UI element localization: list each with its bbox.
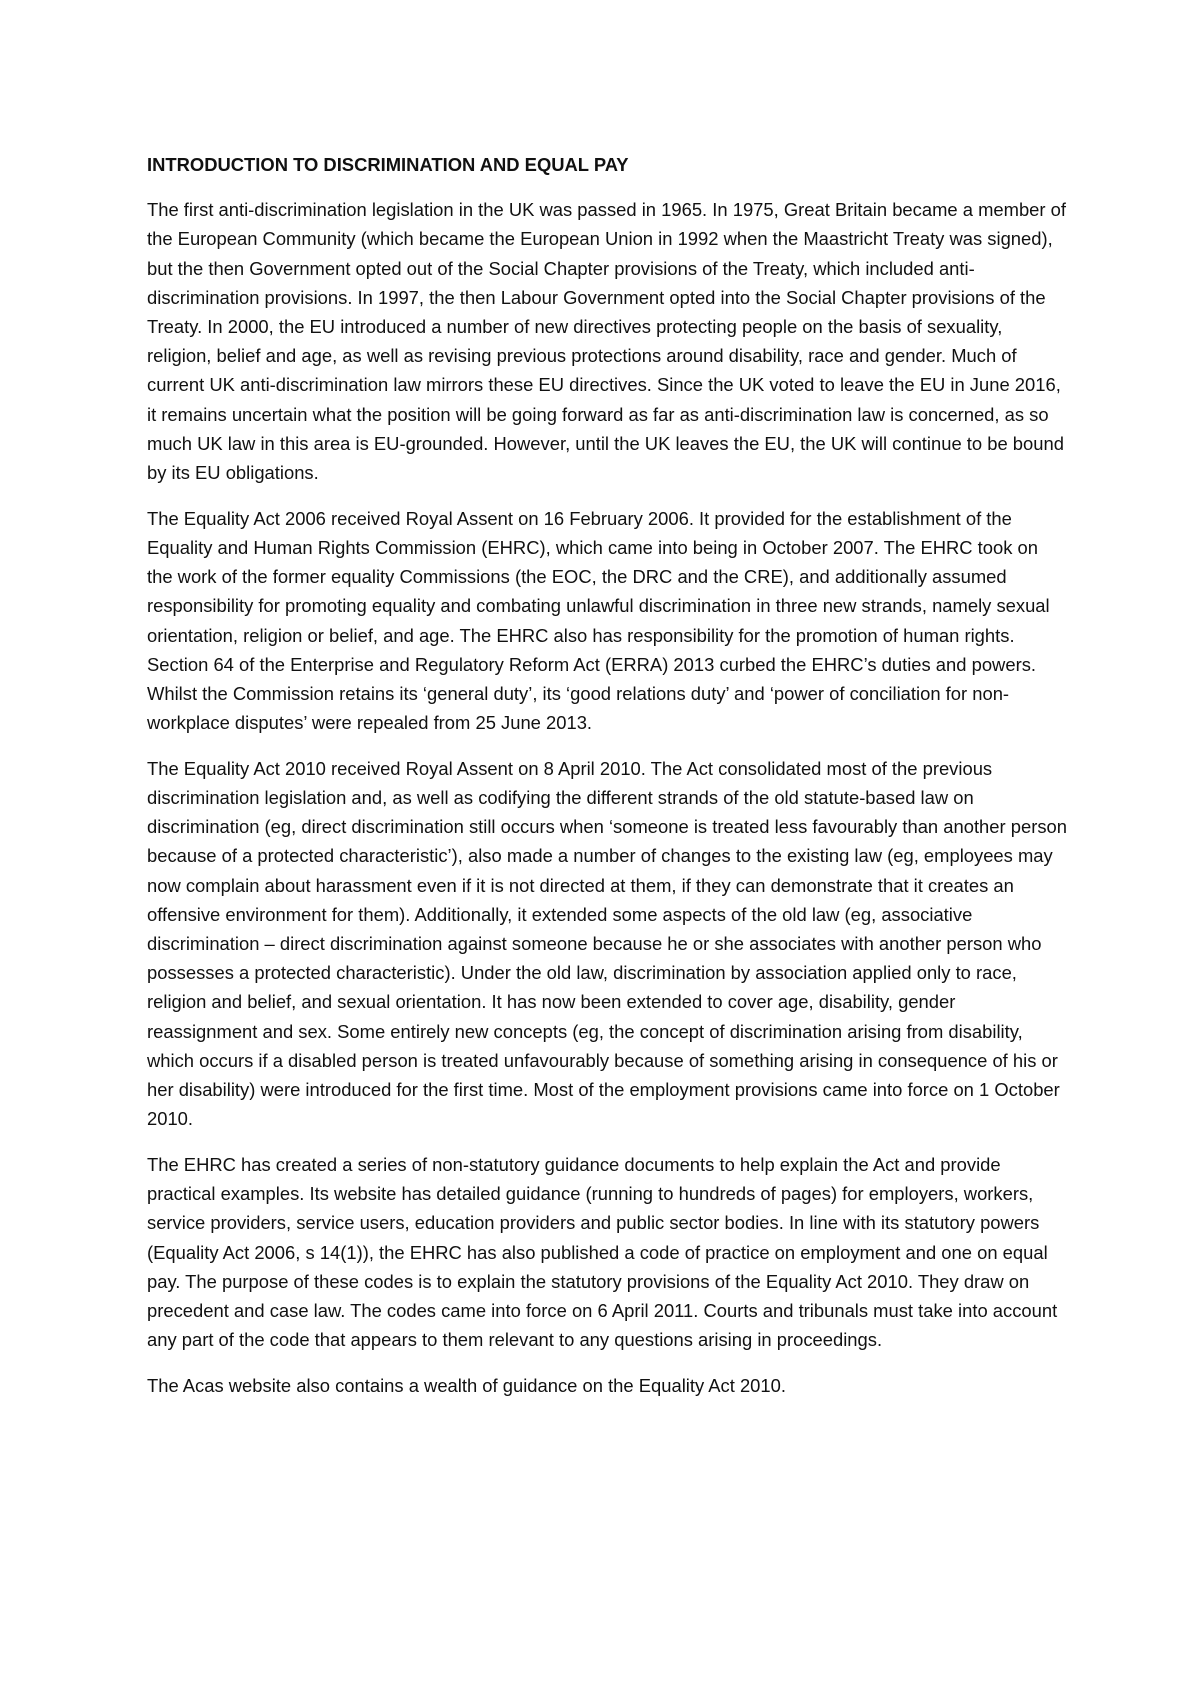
document-body [147, 150, 1067, 1417]
paragraph-acas-guidance: The Acas website also contains a wealth of guidance on the Equality Act 2010. [147, 1374, 786, 1396]
paragraph-history: The first anti-discrimination legislation in the UK was passed in 1965. In 1975, Great Britain became a member of the European Community (which became the European Union in 1992 when the Maastricht Treaty was signed), but the then Government opted out of the Social Chapter provisions of the Treaty, which included anti-discrimination provisions. In 1997, the then Labour Government opted into the Social Chapter provisions of the Treaty. In 2000, the EU introduced a number of new directives protecting people on the basis of sexuality, religion, belief and age, as well as revising previous protections around disability, race and gender. Much of current UK anti-discrimination law mirrors these EU directives. Since the UK voted to leave the EU in June 2016, it remains uncertain what the position will be going forward as far as anti-discrimination law is concerned, as so much UK law in this area is EU-grounded. However, until the UK leaves the EU, the UK will continue to be bound by its EU obligations. [147, 199, 1066, 484]
paragraph-ehrc-guidance: The EHRC has created a series of non-statutory guidance documents to help explain the Act and provide practical examples. Its website has detailed guidance (running to hundreds of pages) for employers, workers, service providers, service users, education providers and public sector bodies. In line with its statutory powers (Equality Act 2006, s 14(1)), the EHRC has also published a code of practice on employment and one on equal pay. The purpose of these codes is to explain the statutory provisions of the Equality Act 2010. They draw on precedent and case law. The codes came into force on 6 April 2011. Courts and tribunals must take into account any part of the code that appears to them relevant to any questions arising in proceedings. [147, 1154, 1058, 1351]
paragraph-equality-act-2010: The Equality Act 2010 received Royal Assent on 8 April 2010. The Act consolidated most of the previous discrimination legislation and, as well as codifying the different strands of the old statute-based law on discrimination (eg, direct discrimination still occurs when ‘someone is treated less favourably than another person because of a protected characteristic’), also made a number of changes to the existing law (eg, employees may now complain about harassment even if it is not directed at them, if they can demonstrate that it creates an offensive environment for them). Additionally, it extended some aspects of the old law (eg, associative discrimination – direct discrimination against someone because he or she associates with another person who possesses a protected characteristic). Under the old law, discrimination by association applied only to race, religion and belief, and sexual orientation. It has now been extended to cover age, disability, gender reassignment and sex. Some entirely new concepts (eg, the concept of discrimination arising from disability, which occurs if a disabled person is treated unfavourably because of something arising in consequence of his or her disability) were introduced for the first time. Most of the employment provisions came into force on 1 October 2010. [147, 757, 1067, 1130]
paragraph-equality-act-2006: The Equality Act 2006 received Royal Assent on 16 February 2006. It provided for the establishment of the Equality and Human Rights Commission (EHRC), which came into being in October 2007. The EHRC took on the work of the former equality Commissions (the EOC, the DRC and the CRE), and additionally assumed responsibility for promoting equality and combating unlawful discrimination in three new strands, namely sexual orientation, religion or belief, and age. The EHRC also has responsibility for the promotion of human rights. Section 64 of the Enterprise and Regulatory Reform Act (ERRA) 2013 curbed the EHRC’s duties and powers. Whilst the Commission retains its ‘general duty’, its ‘good relations duty’ and ‘power of conciliation for non-workplace disputes’ were repealed from 25 June 2013. [147, 507, 1050, 734]
document-title: INTRODUCTION TO DISCRIMINATION AND EQUAL PAY [147, 154, 629, 175]
